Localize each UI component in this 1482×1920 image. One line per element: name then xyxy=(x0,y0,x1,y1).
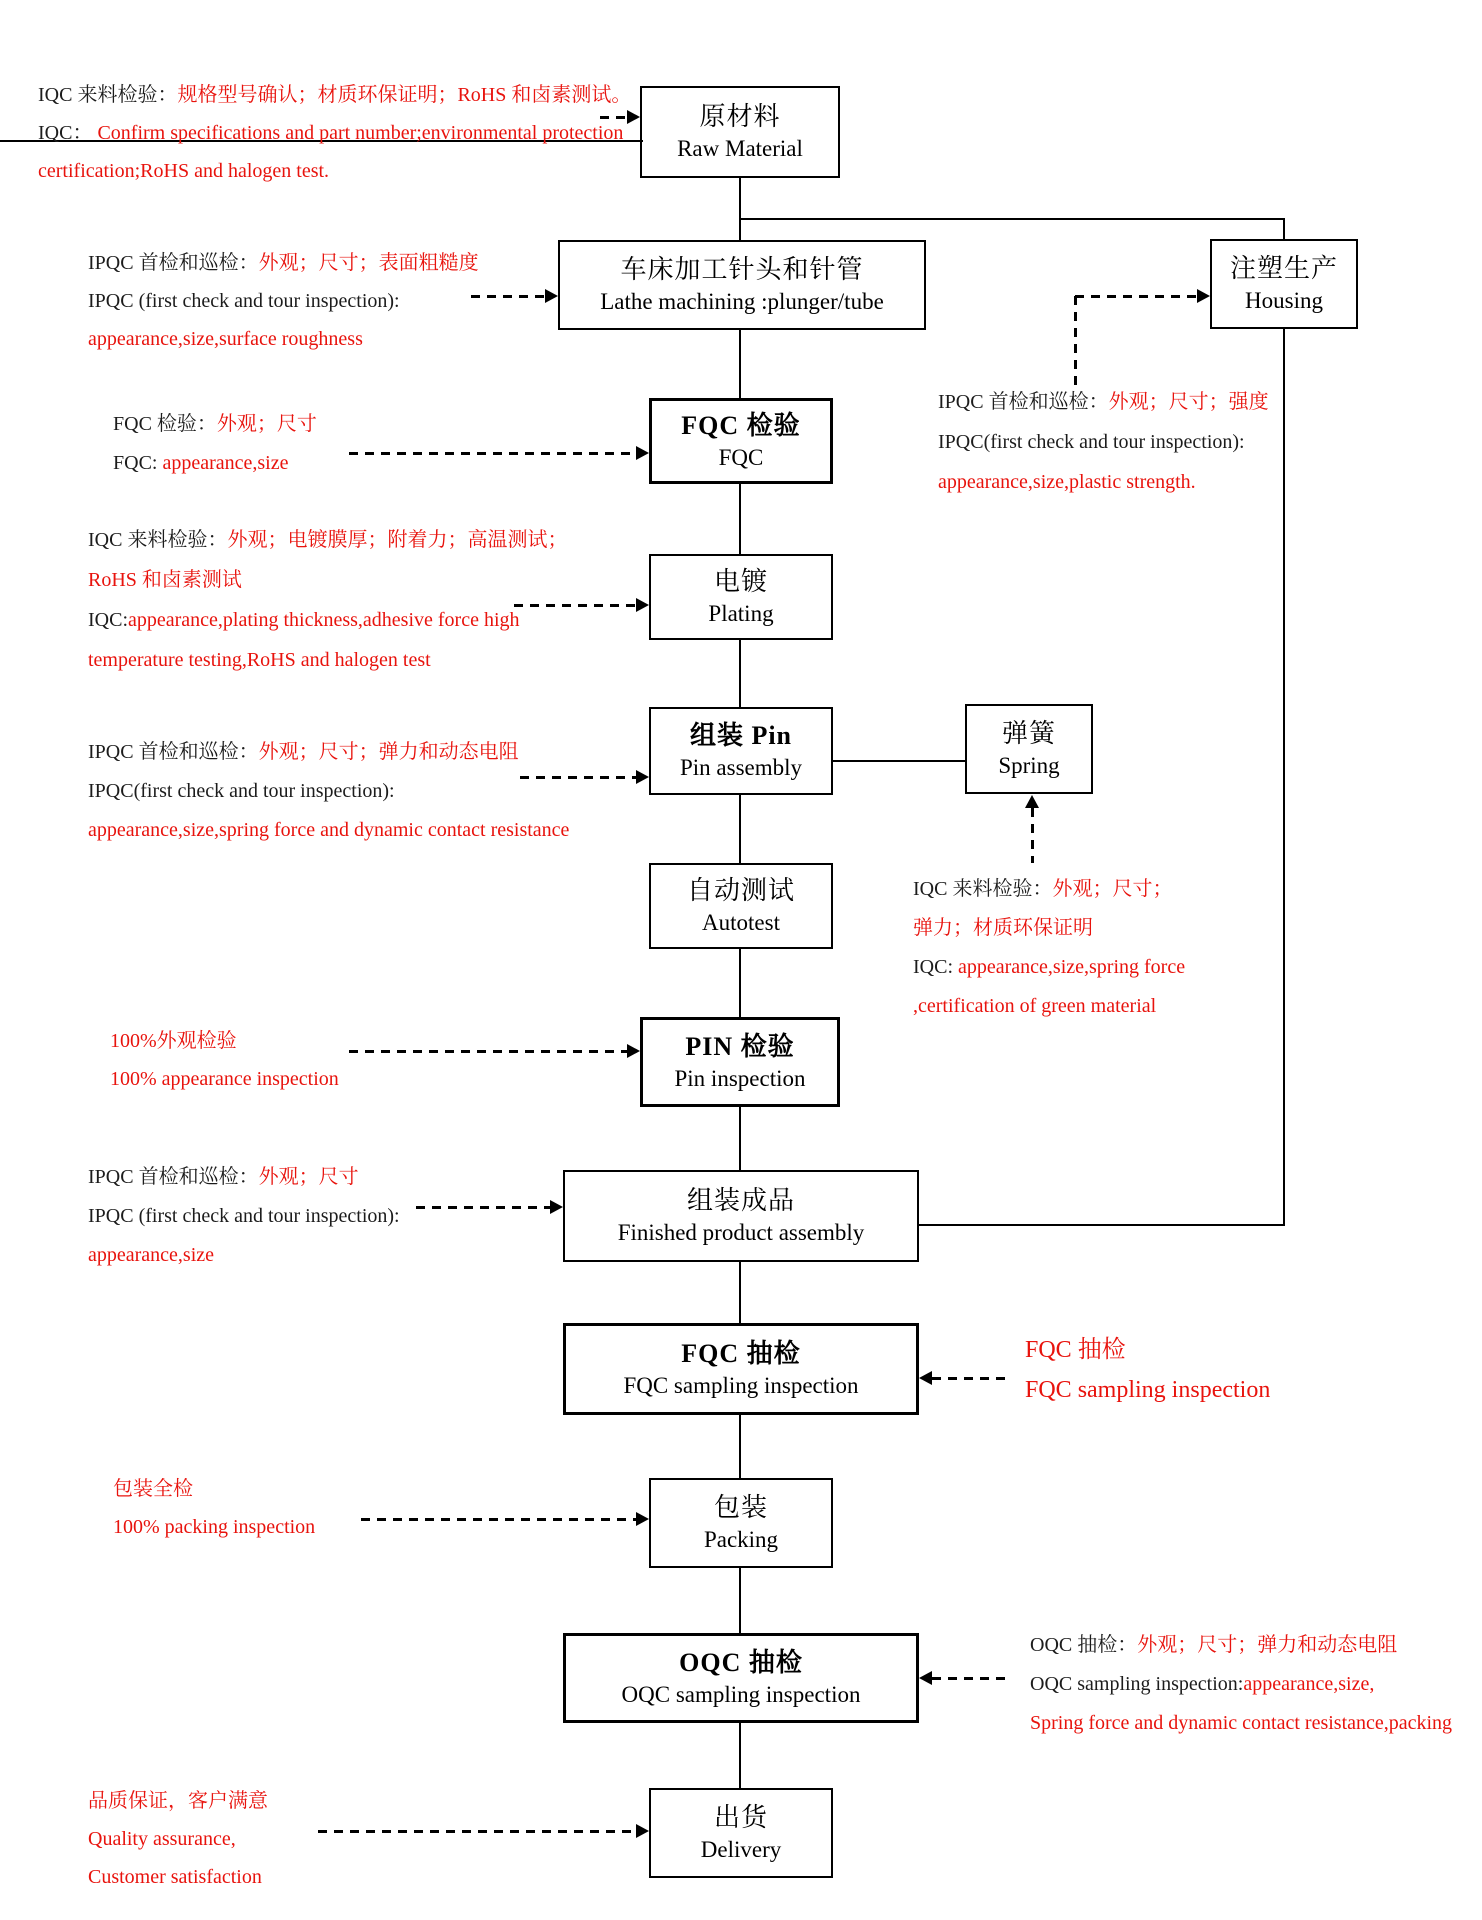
packing-note-line xyxy=(113,1470,315,1508)
node-lathe-machining-title-en: Lathe machining :plunger/tube xyxy=(600,289,884,314)
pin-inspection-note xyxy=(110,1022,339,1098)
fqc-note-line xyxy=(113,405,317,444)
ipqc-lathe-note-text-run: appearance,size,surface roughness xyxy=(88,328,363,350)
node-spring xyxy=(965,704,1093,794)
iqc-raw-material-note-line xyxy=(38,114,631,152)
ipqc-pin-assembly-note xyxy=(88,733,569,850)
node-oqc-sampling xyxy=(563,1633,919,1723)
iqc-spring-note-text-run: 弹力；材质环保证明 xyxy=(913,917,1093,939)
arrowhead-icon xyxy=(636,1824,649,1838)
arrowhead-icon xyxy=(1197,289,1210,303)
iqc-plating-note-text-run: appearance,plating thickness,adhesive force high xyxy=(128,609,520,631)
node-raw-material-title-en: Raw Material xyxy=(677,136,803,161)
dashed-arrow-line xyxy=(471,295,545,298)
ipqc-lathe-note-text-run: IPQC 首检和巡检： xyxy=(88,252,259,274)
node-raw-material xyxy=(640,86,840,178)
node-finished-product-assembly xyxy=(563,1170,919,1262)
node-pin-inspection-title-zh: PIN 检验 xyxy=(685,1032,795,1061)
ipqc-pin-assembly-note-line xyxy=(88,733,569,772)
ipqc-lathe-note-line xyxy=(88,320,479,358)
arrowhead-icon xyxy=(627,1044,640,1058)
node-spring-title-en: Spring xyxy=(998,753,1060,778)
delivery-note xyxy=(88,1782,268,1896)
fqc-sampling-note-text-run: FQC 抽检 xyxy=(1025,1337,1126,1363)
node-raw-material-title-zh: 原材料 xyxy=(699,102,781,131)
node-fqc-sampling xyxy=(563,1323,919,1415)
node-oqc-sampling-title-zh: OQC 抽检 xyxy=(679,1648,803,1677)
iqc-spring-note-text-run: IQC: xyxy=(913,956,958,978)
oqc-sampling-note-text-run: OQC sampling inspection: xyxy=(1030,1673,1244,1695)
flow-connector-line xyxy=(739,1107,741,1170)
ipqc-lathe-note-text-run: 外观；尺寸；表面粗糙度 xyxy=(258,252,479,274)
fqc-note-text-run: appearance,size xyxy=(162,452,289,474)
node-autotest xyxy=(649,863,833,949)
iqc-raw-material-note-text-run: certification;RoHS and halogen test. xyxy=(38,160,330,182)
node-lathe-machining-title-zh: 车床加工针头和针管 xyxy=(620,255,864,284)
flow-connector-line xyxy=(739,640,741,707)
fqc-note-line xyxy=(113,444,317,483)
oqc-sampling-note-line xyxy=(1030,1626,1452,1665)
node-housing-title-zh: 注塑生产 xyxy=(1229,254,1338,283)
fqc-note-text-run: FQC 检验： xyxy=(113,413,217,435)
arrowhead-icon xyxy=(636,1512,649,1526)
iqc-spring-note xyxy=(913,870,1185,1026)
flow-connector-line xyxy=(739,178,741,240)
packing-note-text-run: 包装全检 xyxy=(113,1478,193,1500)
node-fqc-sampling-title-en: FQC sampling inspection xyxy=(623,1373,859,1398)
arrowhead-icon xyxy=(919,1671,932,1685)
delivery-note-line xyxy=(88,1820,268,1858)
fqc-note-text-run: FQC: xyxy=(113,452,163,474)
ipqc-finished-note-line xyxy=(88,1197,400,1236)
node-plating-title-zh: 电镀 xyxy=(713,567,768,596)
flow-connector-line xyxy=(740,218,1285,220)
oqc-sampling-note-text-run: Spring force and dynamic contact resistance,packing xyxy=(1030,1712,1453,1734)
ipqc-finished-note-line xyxy=(88,1236,400,1275)
ipqc-pin-assembly-note-text-run: 外观；尺寸；弹力和动态电阻 xyxy=(258,741,519,763)
ipqc-finished-note-text-run: IPQC 首检和巡检： xyxy=(88,1166,259,1188)
node-fqc xyxy=(649,398,833,484)
pin-inspection-note-line xyxy=(110,1022,339,1060)
pin-inspection-note-line xyxy=(110,1060,339,1098)
node-packing-title-zh: 包装 xyxy=(713,1493,768,1522)
delivery-note-text-run: Quality assurance, xyxy=(88,1828,236,1850)
ipqc-housing-note-line xyxy=(938,422,1269,462)
iqc-raw-material-note-text-run: IQC： xyxy=(38,122,98,144)
node-oqc-sampling-title-en: OQC sampling inspection xyxy=(621,1682,861,1707)
arrowhead-icon xyxy=(1025,795,1039,808)
node-lathe-machining xyxy=(558,240,926,330)
iqc-plating-note-text-run: RoHS 和卤素测试 xyxy=(88,569,242,591)
fqc-sampling-note xyxy=(1025,1330,1270,1410)
node-fqc-title-en: FQC xyxy=(718,445,764,470)
node-housing xyxy=(1210,239,1358,329)
node-packing-title-en: Packing xyxy=(703,1527,779,1552)
ipqc-lathe-note-line xyxy=(88,244,479,282)
iqc-spring-note-line xyxy=(913,870,1185,909)
node-finished-product-assembly-title-zh: 组装成品 xyxy=(686,1186,795,1215)
node-plating-title-en: Plating xyxy=(708,601,774,626)
node-pin-assembly xyxy=(649,707,833,795)
node-packing xyxy=(649,1478,833,1568)
dashed-arrow-line xyxy=(349,1050,627,1053)
flow-connector-line xyxy=(739,795,741,863)
node-autotest-title-zh: 自动测试 xyxy=(686,876,795,905)
dashed-arrow-line xyxy=(1074,296,1077,391)
delivery-note-line xyxy=(88,1858,268,1896)
ipqc-finished-note-line xyxy=(88,1158,400,1197)
node-finished-product-assembly-title-en: Finished product assembly xyxy=(617,1220,865,1245)
packing-note-text-run: 100% packing inspection xyxy=(113,1516,316,1538)
ipqc-housing-note-line xyxy=(938,462,1269,502)
iqc-spring-note-text-run: appearance,size,spring force xyxy=(958,956,1186,978)
iqc-plating-note-text-run: temperature testing,RoHS and halogen test xyxy=(88,649,431,671)
ipqc-pin-assembly-note-text-run: IPQC 首检和巡检： xyxy=(88,741,259,763)
ipqc-housing-note-text-run: 外观；尺寸；强度 xyxy=(1108,391,1269,413)
node-spring-title-zh: 弹簧 xyxy=(1001,719,1056,748)
iqc-plating-note-line xyxy=(88,640,567,680)
node-pin-inspection xyxy=(640,1017,840,1107)
arrowhead-icon xyxy=(636,770,649,784)
fqc-note xyxy=(113,405,317,483)
iqc-plating-note xyxy=(88,520,567,680)
iqc-plating-note-line xyxy=(88,560,567,600)
iqc-spring-note-text-run: 外观；尺寸； xyxy=(1052,878,1173,900)
node-pin-assembly-title-en: Pin assembly xyxy=(679,755,803,780)
ipqc-lathe-note-text-run: IPQC (first check and tour inspection): xyxy=(88,290,400,312)
iqc-plating-note-text-run: IQC 来料检验： xyxy=(88,529,228,551)
iqc-spring-note-text-run: ,certification of green material xyxy=(913,995,1157,1017)
ipqc-housing-note-text-run: IPQC 首检和巡检： xyxy=(938,391,1109,413)
fqc-sampling-note-text-run: FQC sampling inspection xyxy=(1025,1377,1271,1403)
arrowhead-icon xyxy=(545,289,558,303)
packing-note-line xyxy=(113,1508,315,1546)
ipqc-finished-note-text-run: IPQC (first check and tour inspection): xyxy=(88,1205,400,1227)
packing-note xyxy=(113,1470,315,1546)
iqc-spring-note-line xyxy=(913,909,1185,948)
dashed-arrow-line xyxy=(1031,808,1034,863)
ipqc-finished-note xyxy=(88,1158,400,1275)
ipqc-housing-note-text-run: IPQC(first check and tour inspection): xyxy=(938,431,1245,453)
node-pin-assembly-title-zh: 组装 Pin xyxy=(689,721,793,750)
iqc-plating-note-line xyxy=(88,520,567,560)
ipqc-pin-assembly-note-line xyxy=(88,811,569,850)
iqc-raw-material-note-text-run: IQC 来料检验： xyxy=(38,84,178,106)
flow-connector-line xyxy=(739,1415,741,1478)
flow-connector-line xyxy=(1283,219,1285,239)
arrowhead-icon xyxy=(636,446,649,460)
flow-connector-line xyxy=(739,1723,741,1788)
pin-inspection-note-text-run: 100% appearance inspection xyxy=(110,1068,339,1090)
iqc-plating-note-text-run: 外观；电镀膜厚；附着力；高温测试； xyxy=(227,529,568,551)
ipqc-housing-note xyxy=(938,382,1269,502)
oqc-sampling-note-text-run: OQC 抽检： xyxy=(1030,1634,1138,1656)
ipqc-housing-note-text-run: appearance,size,plastic strength. xyxy=(938,471,1196,493)
flow-connector-line xyxy=(739,1262,741,1323)
flow-connector-line xyxy=(739,949,741,1017)
fqc-sampling-note-line xyxy=(1025,1370,1270,1410)
ipqc-finished-note-text-run: appearance,size xyxy=(88,1244,215,1266)
fqc-sampling-note-line xyxy=(1025,1330,1270,1370)
iqc-raw-material-note-text-run: 规格型号确认；材质环保证明；RoHS 和卤素测试。 xyxy=(177,84,632,106)
arrowhead-icon xyxy=(636,598,649,612)
ipqc-finished-note-text-run: 外观；尺寸 xyxy=(258,1166,359,1188)
iqc-plating-note-line xyxy=(88,600,567,640)
node-delivery-title-zh: 出货 xyxy=(713,1803,768,1832)
oqc-sampling-note xyxy=(1030,1626,1452,1743)
oqc-sampling-note-line xyxy=(1030,1665,1452,1704)
ipqc-pin-assembly-note-text-run: IPQC(first check and tour inspection): xyxy=(88,780,395,802)
ipqc-pin-assembly-note-text-run: appearance,size,spring force and dynamic contact resistance xyxy=(88,819,570,841)
node-fqc-sampling-title-zh: FQC 抽检 xyxy=(681,1339,801,1368)
flow-connector-line xyxy=(1283,329,1285,1226)
iqc-raw-material-note-line xyxy=(38,152,631,190)
oqc-sampling-note-line xyxy=(1030,1704,1452,1743)
dashed-arrow-line xyxy=(416,1206,550,1209)
iqc-raw-material-note-text-run: Confirm specifications and part number;environmental protection xyxy=(97,122,624,144)
oqc-sampling-note-text-run: 外观；尺寸；弹力和动态电阻 xyxy=(1137,1634,1398,1656)
iqc-spring-note-line xyxy=(913,948,1185,987)
dashed-arrow-line xyxy=(932,1677,1010,1680)
node-housing-title-en: Housing xyxy=(1245,288,1323,313)
arrowhead-icon xyxy=(550,1200,563,1214)
delivery-note-text-run: Customer satisfaction xyxy=(88,1866,262,1888)
oqc-sampling-note-text-run: appearance,size, xyxy=(1243,1673,1375,1695)
dashed-arrow-line xyxy=(932,1377,1012,1380)
flow-connector-line xyxy=(739,1568,741,1633)
dashed-arrow-line xyxy=(318,1830,636,1833)
node-plating xyxy=(649,554,833,640)
node-pin-inspection-title-en: Pin inspection xyxy=(674,1066,806,1091)
dashed-arrow-line xyxy=(361,1518,636,1521)
iqc-plating-note-text-run: IQC: xyxy=(88,609,128,631)
dashed-arrow-line xyxy=(349,452,636,455)
node-delivery-title-en: Delivery xyxy=(700,1837,782,1862)
delivery-note-text-run: 品质保证，客户满意 xyxy=(88,1790,268,1812)
ipqc-pin-assembly-note-line xyxy=(88,772,569,811)
iqc-raw-material-note xyxy=(38,76,631,190)
flow-connector-line xyxy=(739,330,741,398)
node-fqc-title-zh: FQC 检验 xyxy=(681,411,801,440)
iqc-spring-note-line xyxy=(913,987,1185,1026)
flow-connector-line xyxy=(739,484,741,554)
flow-connector-line xyxy=(833,760,965,762)
ipqc-lathe-note xyxy=(88,244,479,358)
iqc-raw-material-note-line xyxy=(38,76,631,114)
ipqc-housing-note-line xyxy=(938,382,1269,422)
delivery-note-line xyxy=(88,1782,268,1820)
node-autotest-title-en: Autotest xyxy=(702,910,780,935)
iqc-spring-note-text-run: IQC 来料检验： xyxy=(913,878,1053,900)
fqc-note-text-run: 外观；尺寸 xyxy=(216,413,317,435)
arrowhead-icon xyxy=(919,1371,932,1385)
pin-inspection-note-text-run: 100%外观检验 xyxy=(110,1030,237,1052)
dashed-arrow-line xyxy=(1075,295,1197,298)
node-delivery xyxy=(649,1788,833,1878)
flow-connector-line xyxy=(919,1224,1285,1226)
ipqc-lathe-note-line xyxy=(88,282,479,320)
